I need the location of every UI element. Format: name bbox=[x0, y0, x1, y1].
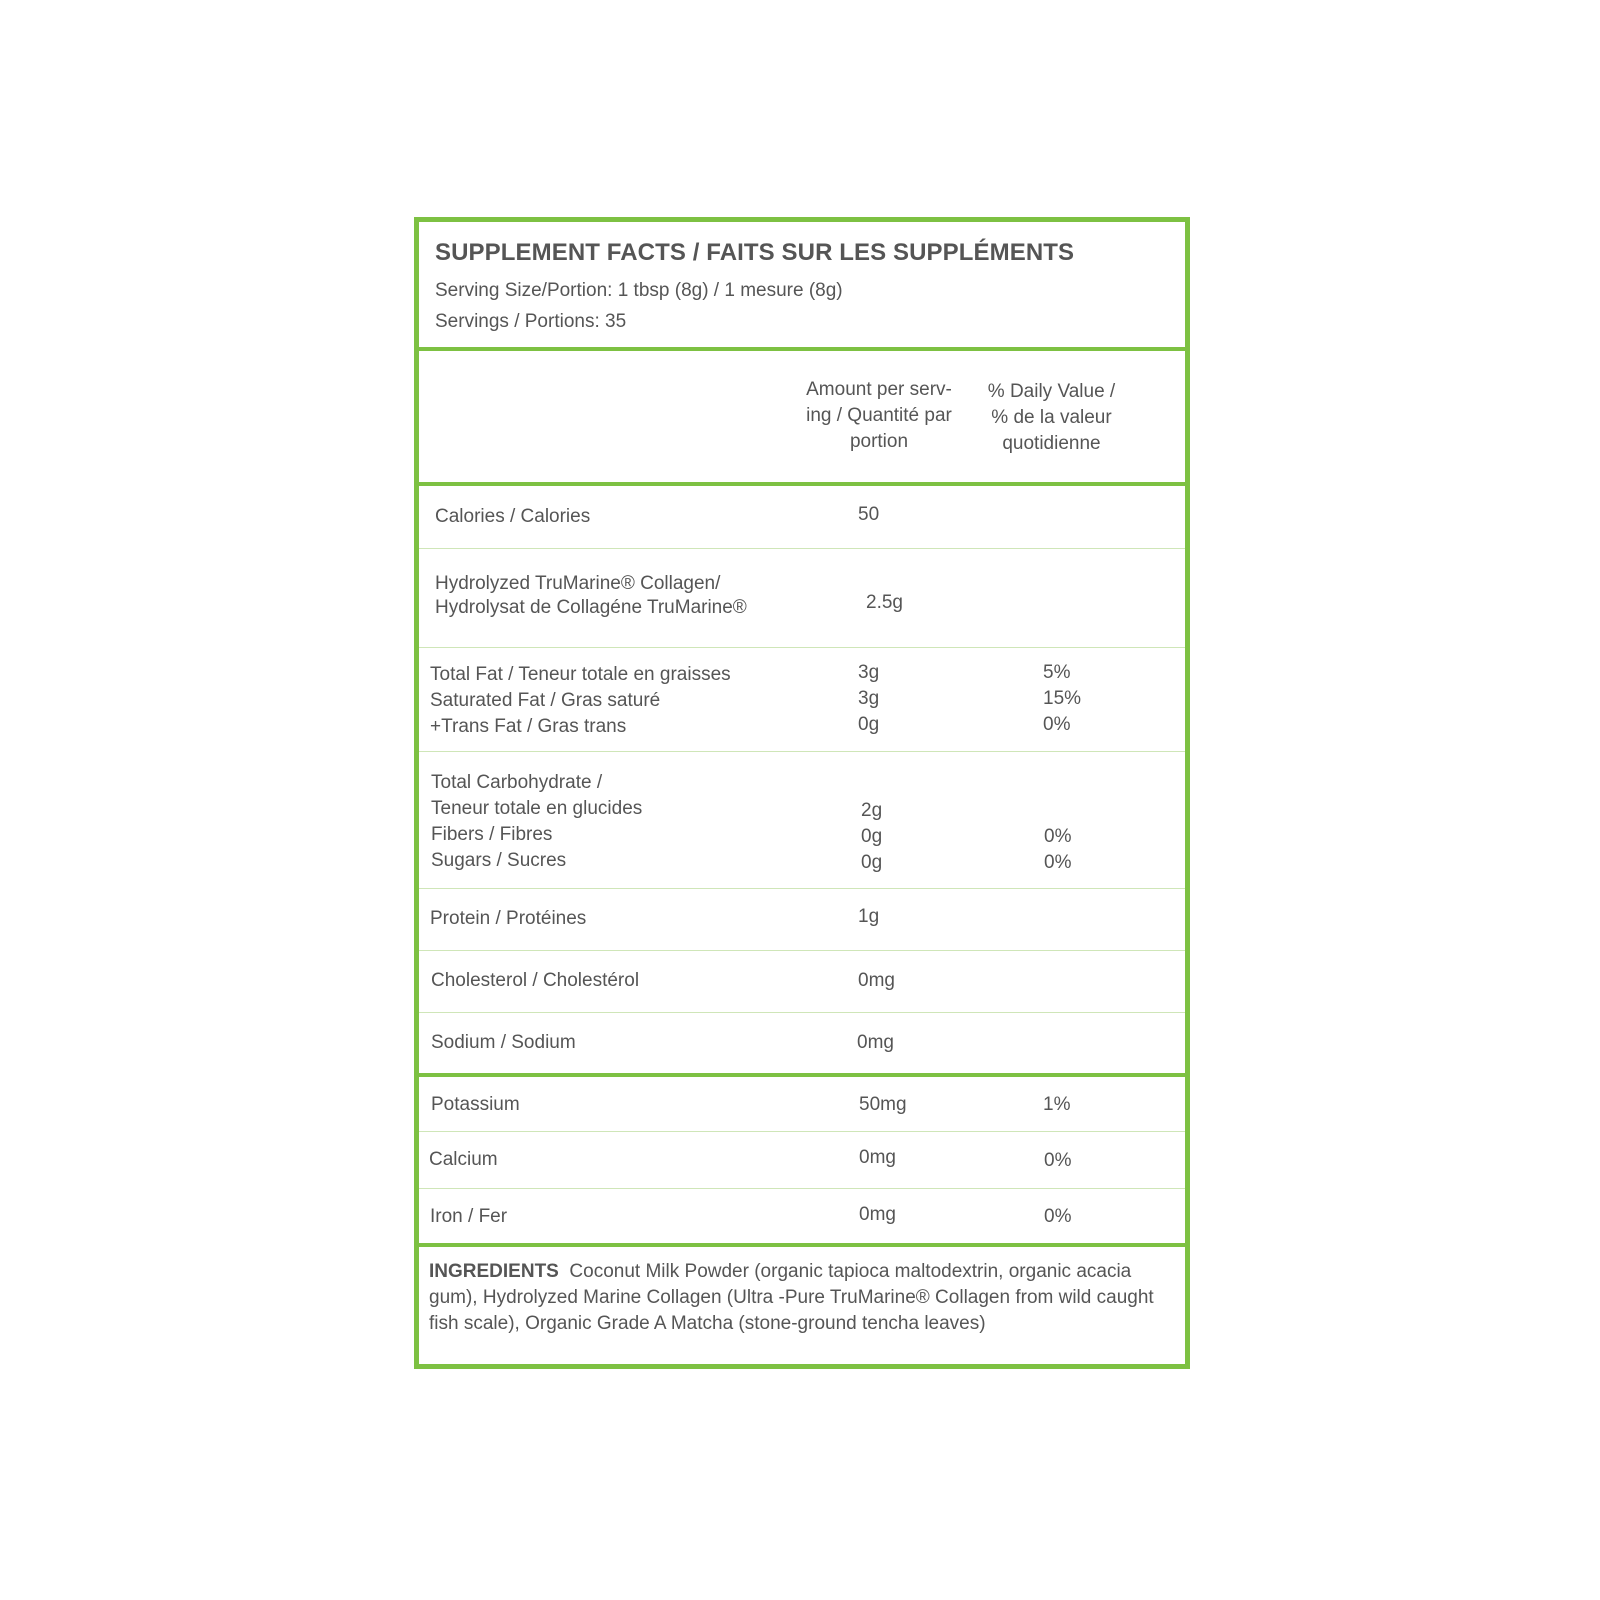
row-calories bbox=[419, 486, 1185, 549]
row-amount: 1g bbox=[858, 906, 880, 927]
row-amount: 50 bbox=[858, 504, 880, 525]
sugar-dv: 0% bbox=[1044, 852, 1072, 873]
facts-title: SUPPLEMENT FACTS / FAITS SUR LES SUPPLÉMENTS bbox=[435, 239, 1075, 266]
fiber-amount: 0g bbox=[861, 826, 883, 847]
row-iron bbox=[419, 1189, 1185, 1247]
row-fats bbox=[419, 648, 1185, 752]
total-fat-amount: 3g bbox=[858, 662, 880, 683]
row-label: Calcium bbox=[429, 1149, 498, 1170]
total-fat-label: Total Fat / Teneur totale en graisses bbox=[430, 664, 731, 685]
trans-fat-label: +Trans Fat / Gras trans bbox=[430, 716, 627, 737]
row-potassium bbox=[419, 1077, 1185, 1132]
dv-header-line: quotidienne bbox=[1002, 433, 1101, 454]
trans-fat-dv: 0% bbox=[1043, 714, 1071, 735]
total-fat-dv: 5% bbox=[1043, 662, 1071, 683]
sugar-amount: 0g bbox=[861, 852, 883, 873]
amount-header-line: ing / Quantité par bbox=[806, 405, 952, 426]
row-amount: 0mg bbox=[858, 970, 895, 991]
serving-size: Serving Size/Portion: 1 tbsp (8g) / 1 mesure (8g) bbox=[435, 280, 843, 301]
row-dv: 0% bbox=[1044, 1150, 1072, 1171]
row-label: Calories / Calories bbox=[435, 506, 591, 527]
trans-fat-amount: 0g bbox=[858, 714, 880, 735]
ingredients-block bbox=[429, 1259, 1169, 1337]
saturated-fat-dv: 15% bbox=[1043, 688, 1082, 709]
total-carb-label: Teneur totale en glucides bbox=[431, 798, 643, 819]
daily-value-column-header bbox=[969, 379, 1134, 457]
saturated-fat-amount: 3g bbox=[858, 688, 880, 709]
row-collagen bbox=[419, 549, 1185, 648]
amount-header-line: portion bbox=[849, 431, 909, 452]
row-label: Hydrolysat de Collagéne TruMarine® bbox=[435, 597, 747, 618]
row-label: Iron / Fer bbox=[430, 1206, 508, 1227]
facts-header bbox=[419, 222, 1185, 351]
row-label: Hydrolyzed TruMarine® Collagen/ bbox=[435, 573, 721, 594]
row-amount: 0mg bbox=[859, 1204, 896, 1225]
fiber-label: Fibers / Fibres bbox=[431, 824, 553, 845]
row-amount: 0mg bbox=[857, 1032, 894, 1053]
row-calcium bbox=[419, 1132, 1185, 1189]
sugar-label: Sugars / Sucres bbox=[431, 850, 567, 871]
row-sodium bbox=[419, 1013, 1185, 1077]
saturated-fat-label: Saturated Fat / Gras saturé bbox=[430, 690, 661, 711]
row-label: Potassium bbox=[431, 1094, 520, 1115]
amount-header-line: Amount per serv- bbox=[806, 379, 952, 400]
row-amount: 2.5g bbox=[866, 592, 903, 613]
ingredients-text: Coconut Milk Powder (organic tapioca maltodextrin, organic acacia gum), Hydrolyzed Marine Collagen (Ultra -Pure TruMarine® Collagen from wild caught fish scale), Organic Grade A Matcha (stone-ground tencha leaves) bbox=[429, 1261, 1154, 1334]
supplement-facts-panel bbox=[414, 217, 1190, 1369]
servings-count: Servings / Portions: 35 bbox=[435, 311, 627, 332]
column-headers bbox=[419, 351, 1185, 486]
row-label: Protein / Protéines bbox=[430, 908, 587, 929]
row-protein bbox=[419, 889, 1185, 951]
row-amount: 50mg bbox=[859, 1094, 907, 1115]
fiber-dv: 0% bbox=[1044, 826, 1072, 847]
dv-header-line: % de la valeur bbox=[991, 407, 1112, 428]
row-cholesterol bbox=[419, 951, 1185, 1013]
row-dv: 1% bbox=[1043, 1094, 1071, 1115]
row-dv: 0% bbox=[1044, 1206, 1072, 1227]
row-carbohydrates bbox=[419, 752, 1185, 889]
ingredients-heading: INGREDIENTS bbox=[429, 1261, 559, 1282]
row-label: Sodium / Sodium bbox=[431, 1032, 576, 1053]
row-amount: 0mg bbox=[859, 1147, 896, 1168]
row-label: Cholesterol / Cholestérol bbox=[431, 970, 640, 991]
amount-column-header bbox=[789, 377, 969, 455]
total-carb-label: Total Carbohydrate / bbox=[431, 772, 603, 793]
dv-header-line: % Daily Value / bbox=[987, 381, 1116, 402]
total-carb-amount: 2g bbox=[861, 800, 883, 821]
